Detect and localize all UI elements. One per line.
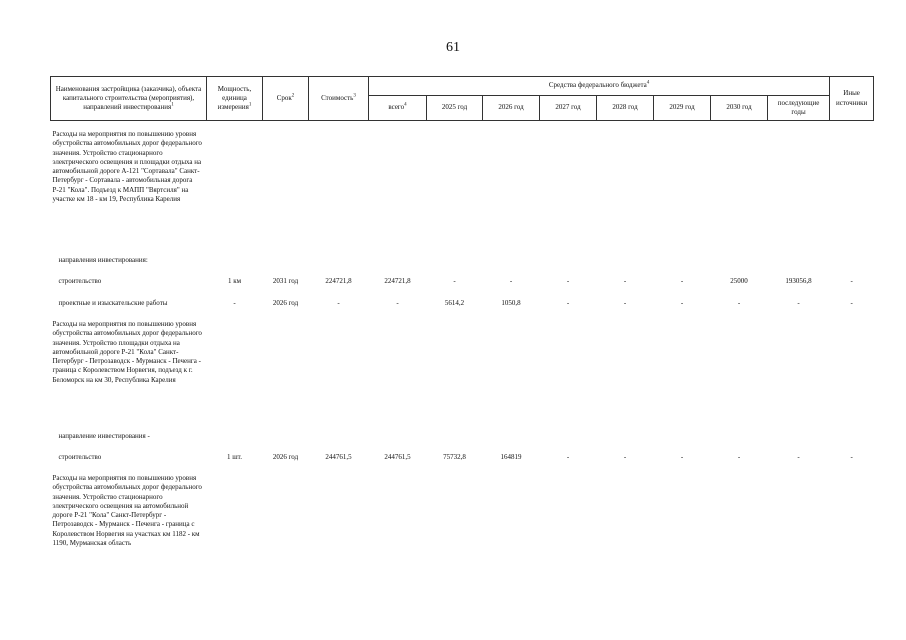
row-direction-label: направления инвестирования: (58, 256, 148, 264)
table-row (51, 121, 874, 255)
cell-term: 2026 год (272, 299, 299, 307)
table-row (51, 448, 874, 470)
header-2027: 2027 год (540, 96, 597, 121)
header-federal-budget: Средства федерального бюджета$^4$ (369, 77, 830, 96)
cell-term: 2026 год (272, 453, 299, 461)
table-row (51, 254, 874, 272)
cell-2026: - (509, 277, 513, 285)
row-name: проектные и изыскательские работы (58, 299, 168, 307)
cell-total: 224721,8 (384, 277, 411, 285)
cell-total: 244761,5 (384, 453, 411, 461)
header-2028: 2028 год (597, 96, 654, 121)
row-description: Расходы на мероприятия по повышению уровня обустройства автомобильных дорог федерального значения. Устройство стационарного электрического освещения на автомобильной дороге Р-21 "Кола" Санкт-Петербург - Петрозаводск - Мурманск - Печенга - граница с Королевством Норвегия на участках км 1182 - км 1190, Мурманская область (52, 474, 202, 548)
cell-2027: - (566, 453, 570, 461)
header-later-years: последующие годы (768, 96, 830, 121)
cell-2028: - (623, 277, 627, 285)
cell-2025: 75732,8 (443, 453, 466, 461)
cell-capacity: - (233, 299, 236, 307)
cell-2025: - (453, 277, 456, 285)
table-row (51, 316, 874, 430)
cell-capacity: 1 шт. (227, 453, 242, 461)
cell-2025: 5614,2 (444, 299, 465, 307)
header-2030: 2030 год (711, 96, 768, 121)
table-row (51, 272, 874, 294)
cell-cost: 244761,5 (325, 453, 352, 461)
cell-2026: 1050,8 (501, 299, 521, 307)
header-name: Наименования застройщика (заказчика), объекта капитального строительства (мероприятия), направлений инвестирования$^1$ (51, 77, 207, 121)
cell-later: - (797, 299, 800, 307)
table-row (51, 470, 874, 586)
table-row (51, 430, 874, 448)
cell-2029: - (680, 453, 684, 461)
header-term: Срок$^2$ (263, 77, 309, 121)
row-name: строительство (58, 453, 102, 461)
row-name: строительство (58, 277, 102, 285)
cell-2027: - (566, 277, 570, 285)
cell-total: - (396, 299, 399, 307)
table-row (51, 294, 874, 316)
cell-2029: - (680, 299, 684, 307)
header-capacity: Мощность, единица измерения$^1$ (207, 77, 263, 121)
header-total: всего$^4$ (369, 96, 427, 121)
cell-later: 193056,8 (785, 277, 812, 285)
header-2026: 2026 год (483, 96, 540, 121)
cell-other: - (850, 277, 853, 285)
cell-2030: - (737, 299, 741, 307)
row-description: Расходы на мероприятия по повышению уровня обустройства автомобильных дорог федерального значения. Устройство стационарного электрического освещения и площадки отдыха на автомобильной дороге А-121 "Сортавала" Санкт-Петербург - Сортавала - автомобильная дорога Р-21 "Кола". Подъезд к МАПП "Вяртсиля" на участке км 18 - км 19, Республика Карелия (52, 130, 202, 204)
cell-2027: - (566, 299, 570, 307)
page-number: 61 (446, 40, 460, 55)
header-cost: Стоимость$^3$ (309, 77, 369, 121)
header-other-sources: Иные источники (830, 77, 874, 121)
header-2025: 2025 год (427, 96, 483, 121)
cell-2030: 25000 (730, 277, 748, 285)
cell-2030: - (737, 453, 741, 461)
cell-2028: - (623, 299, 627, 307)
cell-cost: - (337, 299, 340, 307)
cell-term: 2031 год (272, 277, 299, 285)
row-description: Расходы на мероприятия по повышению уровня обустройства автомобильных дорог федерального значения. Устройство площадки отдыха на автомобильной дороге Р-21 "Кола" Санкт-Петербург - Петрозаводск - Мурманск - Печенга - граница с Королевством Норвегия, подъезд к г. Беломорск на км 30, Республика Карелия (52, 320, 202, 384)
row-direction-label: направление инвестирования - (58, 432, 150, 440)
cell-other: - (850, 453, 853, 461)
cell-2029: - (680, 277, 684, 285)
header-2029: 2029 год (654, 96, 711, 121)
cell-later: - (797, 453, 800, 461)
cell-2026: 164819 (500, 453, 522, 461)
cell-other: - (850, 299, 853, 307)
cell-2028: - (623, 453, 627, 461)
cell-capacity: 1 км (227, 277, 242, 285)
budget-table (50, 76, 874, 586)
cell-cost: 224721,8 (325, 277, 352, 285)
